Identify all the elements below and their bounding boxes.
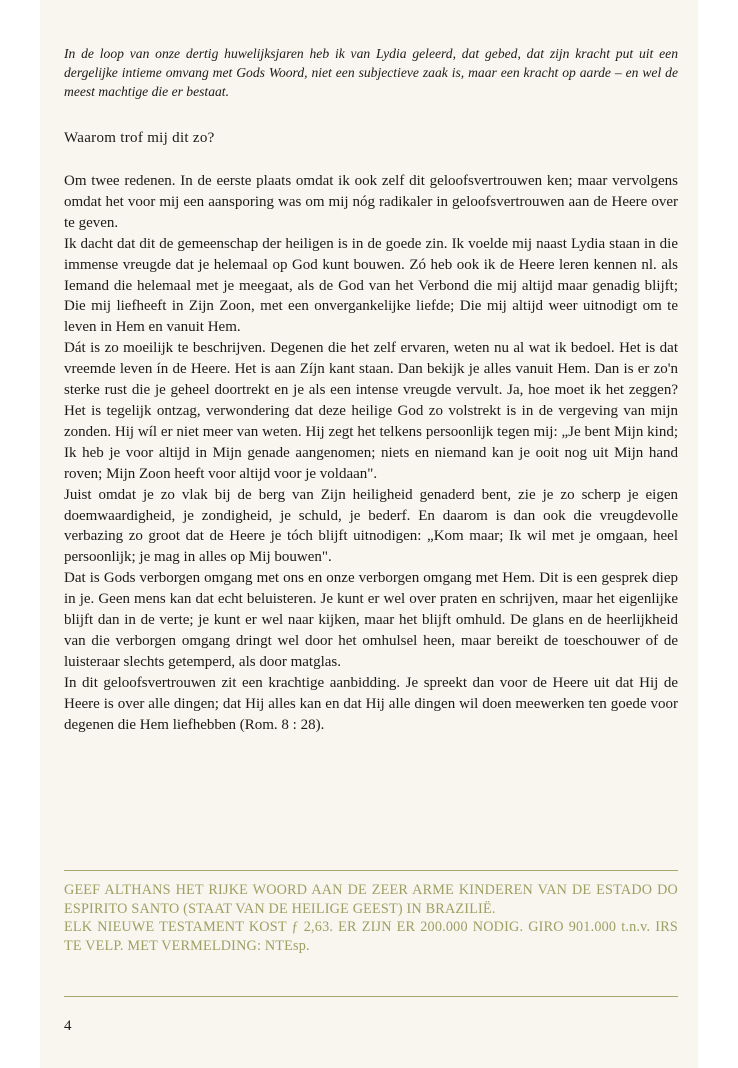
- notice-line: GEEF ALTHANS HET RIJKE WOORD AAN DE ZEER ARME KINDEREN VAN DE ESTADO DO ESPIRITO SANTO (STAAT VAN DE HEILIGE GEEST) IN BRAZILIË.: [64, 882, 678, 917]
- body-text: [64, 171, 678, 735]
- paragraph: Dát is zo moeilijk te beschrijven. Degenen die het zelf ervaren, weten nu al wat ik bedoel. Het is dat vreemde leven ín de Heere. Het is aan Zíjn kant staan. Dan bekijk je alles vanuit Hem. Dan is er zo'n sterke rust die je geheel doortrekt en je als een intense vreugde vervult. Ja, hoe moet ik het zeggen? Het is tegelijk ontzag, verwondering dat deze heilige God zo volstrekt is in de vergeving van mijn zonden. Hij wíl er niet meer van weten. Hij zegt het telkens persoonlijk tegen mij: „Je bent Mijn kind; Ik heb je voor altijd in Mijn genade aangenomen; niets en niemand kan je ooit nog uit Mijn hand roven; Mijn Zoon heeft voor altijd voor je voldaan".: [64, 340, 678, 482]
- notice-box: [64, 881, 678, 955]
- paragraph: Dat is Gods verborgen omgang met ons en onze verborgen omgang met Hem. Dit is een gesprek diep in je. Geen mens kan dat echt beluisteren. Je kunt er wel over praten en schrijven, maar het eigenlijke blijft dan in de verte; je kunt er wel naar kijken, maar het blijft omhuld. De glans en de heerlijkheid van die verborgen omgang dringt wel door het omhulsel heen, maar bereikt de toeschouwer of de luisteraar slechts getemperd, als door matglas.: [64, 570, 678, 670]
- paragraph: Ik dacht dat dit de gemeenschap der heiligen is in de goede zin. Ik voelde mij naast Lydia staan in die immense vreugde dat je helemaal op God kunt bouwen. Zó heb ook ik de Heere leren kennen nl. als Iemand die helemaal met je meegaat, als de God van het Verbond die mij altijd maar genadig blijft; Die mij liefheeft in Zijn Zoon, met een onvergankelijke liefde; Die mij altijd weer uitnodigt om te leven in Hem en vanuit Hem.: [64, 235, 678, 336]
- page-number: 4: [64, 1018, 72, 1034]
- top-divider: [64, 870, 678, 871]
- paragraph: In dit geloofsvertrouwen zit een krachtige aanbidding. Je spreekt dan voor de Heere uit dat Hij de Heere is over alle dingen; dat Hij alles kan en dat Hij alle dingen wil doen meewerken ten goede voor degenen die Hem liefhebben (Rom. 8 : 28).: [64, 674, 678, 733]
- book-page: [40, 0, 698, 1068]
- bottom-divider: [64, 996, 678, 997]
- section-heading: Waarom trof mij dit zo?: [64, 130, 215, 146]
- paragraph: Juist omdat je zo vlak bij de berg van Zijn heiligheid genaderd bent, zie je zo scherp je eigen doemwaardigheid, je zondigheid, je schuld, je bederf. En daarom is dan ook die vreugdevolle verbazing zo groot dat de Heere je tóch blijft uitnodigen: „Kom maar; Ik wil met je omgaan, heel persoonlijk; je mag in alles op Mij bouwen".: [64, 486, 678, 566]
- paragraph: Om twee redenen. In de eerste plaats omdat ik ook zelf dit geloofsvertrouwen ken; maar vervolgens omdat het voor mij een aansporing was om mij nóg radikaler in geloofsvertrouwen aan de Heere over te geven.: [64, 173, 678, 231]
- intro-paragraph: In de loop van onze dertig huwelijksjaren heb ik van Lydia geleerd, dat gebed, dat zijn kracht put uit een dergelijke intieme omvang met Gods Woord, niet een subjectieve zaak is, maar een kracht op aarde – en wel de meest machtige die er bestaat.: [64, 46, 678, 99]
- notice-line: ELK NIEUWE TESTAMENT KOST ƒ 2,63. ER ZIJN ER 200.000 NODIG. GIRO 901.000 t.n.v. IRS TE VELP. MET VERMELDING: NTEsp.: [64, 919, 678, 954]
